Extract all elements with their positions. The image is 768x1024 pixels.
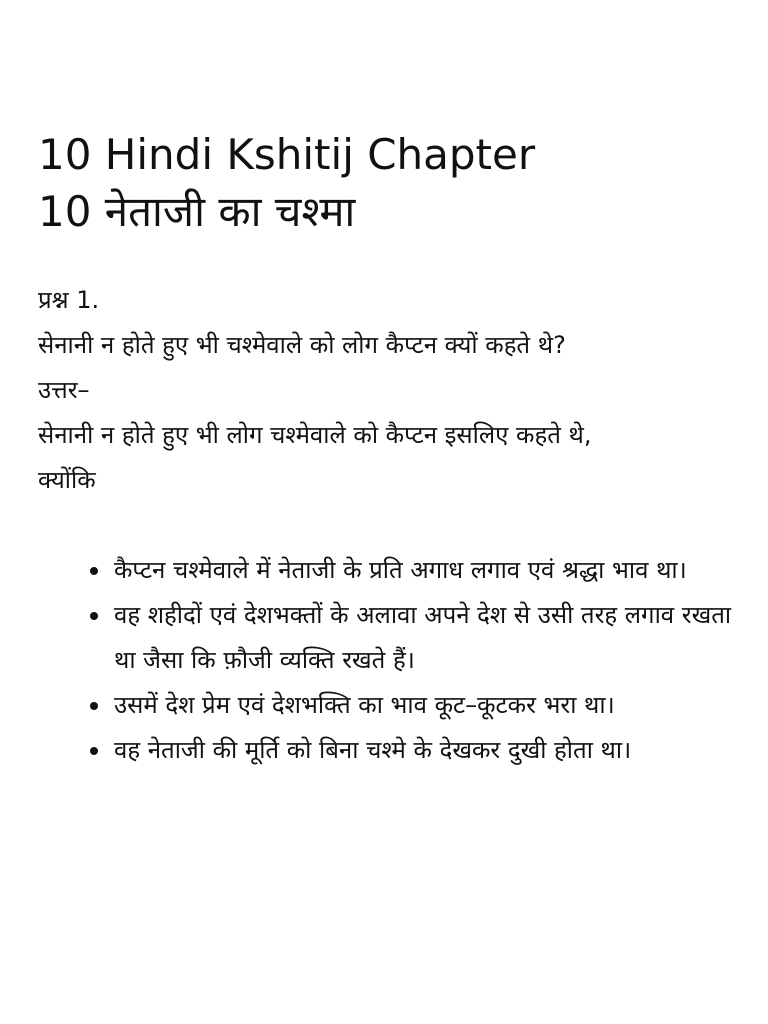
title-clipped-line (38, 130, 738, 182)
list-item-text: उसमें देश प्रेम एवं देशभक्ति का भाव कूट–कूटकर भरा था। (114, 691, 615, 719)
bullet-icon (90, 747, 98, 755)
qa-content (38, 278, 738, 773)
question-label: प्रश्न 1. (38, 286, 100, 314)
bullet-icon (90, 612, 98, 620)
bullet-icon (90, 567, 98, 575)
spacer (38, 503, 738, 548)
list-item-text: वह शहीदों एवं देशभक्तों के अलावा अपने देश से उसी तरह लगाव रखता था जैसा कि फ़ौजी व्यक्ति रखते हैं। (114, 601, 732, 674)
title-cut-text: 10 Hindi Kshitij Chapter (38, 130, 536, 179)
answer-intro-line-1: सेनानी न होते हुए भी लोग चश्मेवाले को कैप्टन इसलिए कहते थे, (38, 421, 592, 449)
list-item-text: कैप्टन चश्मेवाले में नेताजी के प्रति अगाध लगाव एवं श्रद्धा भाव था। (114, 556, 687, 584)
page-title: 10 नेताजी का चश्मा (38, 187, 356, 236)
bullet-icon (90, 702, 98, 710)
answer-points-list (38, 548, 738, 773)
list-item (90, 728, 738, 773)
list-item-text: वह नेताजी की मूर्ति को बिना चश्मे के देखकर दुखी होता था। (114, 736, 632, 764)
answer-label: उत्तर– (38, 376, 90, 404)
question-text: सेनानी न होते हुए भी चश्मेवाले को लोग कैप्टन क्यों कहते थे? (38, 331, 566, 359)
list-item (90, 548, 738, 593)
answer-intro-line-2: क्योंकि (38, 466, 96, 494)
list-item (90, 593, 738, 683)
list-item (90, 683, 738, 728)
